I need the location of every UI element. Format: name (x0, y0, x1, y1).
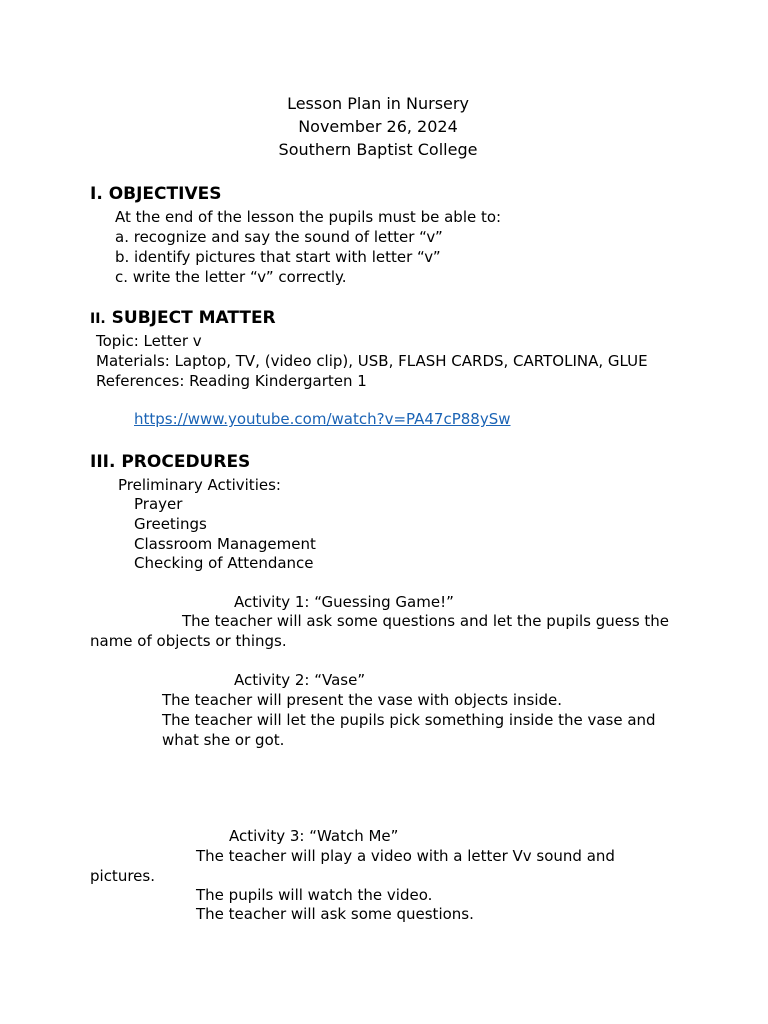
references-line: References: Reading Kindergarten 1 (96, 372, 367, 390)
activity-3-line-2: pictures. (90, 867, 155, 885)
activity-3-line-3: The pupils will watch the video. (196, 886, 433, 904)
activity-3-line-1: The teacher will play a video with a letter Vv sound and (196, 847, 615, 865)
activity-2-line-1: The teacher will present the vase with objects inside. (162, 691, 563, 709)
activity-1-line-1: The teacher will ask some questions and let the pupils guess the (182, 612, 670, 630)
activity-2-title: Activity 2: “Vase” (234, 671, 366, 689)
preliminary-item-classroom-management: Classroom Management (134, 535, 316, 553)
preliminary-item-greetings: Greetings (134, 515, 207, 533)
subject-matter-heading (90, 307, 276, 330)
objectives-heading: I. OBJECTIVES (90, 184, 222, 204)
school-name: Southern Baptist College (278, 140, 478, 159)
activity-2-line-3: what she or got. (162, 731, 285, 749)
subject-matter-heading-number: II. (90, 311, 106, 327)
objective-item: c. write the letter “v” correctly. (115, 268, 347, 286)
objective-item: b. identify pictures that start with letter “v” (115, 248, 441, 266)
topic-line: Topic: Letter v (96, 332, 202, 350)
procedures-heading: III. PROCEDURES (90, 452, 251, 472)
preliminary-activities-title: Preliminary Activities: (118, 476, 281, 494)
objective-item: a. recognize and say the sound of letter “v” (115, 228, 443, 246)
preliminary-item-prayer: Prayer (134, 495, 183, 513)
activity-3-line-4: The teacher will ask some questions. (196, 905, 474, 923)
document-title: Lesson Plan in Nursery (287, 94, 469, 113)
objectives-intro: At the end of the lesson the pupils must be able to: (115, 208, 502, 226)
subject-matter-heading-text: SUBJECT MATTER (111, 308, 276, 328)
document-date: November 26, 2024 (298, 117, 458, 136)
activity-3-title: Activity 3: “Watch Me” (229, 827, 399, 845)
materials-line: Materials: Laptop, TV, (video clip), USB, FLASH CARDS, CARTOLINA, GLUE (96, 352, 648, 370)
video-link[interactable]: https://www.youtube.com/watch?v=PA47cP88ySw (134, 410, 511, 428)
preliminary-item-attendance: Checking of Attendance (134, 554, 314, 572)
activity-1-title: Activity 1: “Guessing Game!” (234, 593, 454, 611)
activity-2-line-2: The teacher will let the pupils pick something inside the vase and (162, 711, 656, 729)
activity-1-line-2: name of objects or things. (90, 632, 287, 650)
